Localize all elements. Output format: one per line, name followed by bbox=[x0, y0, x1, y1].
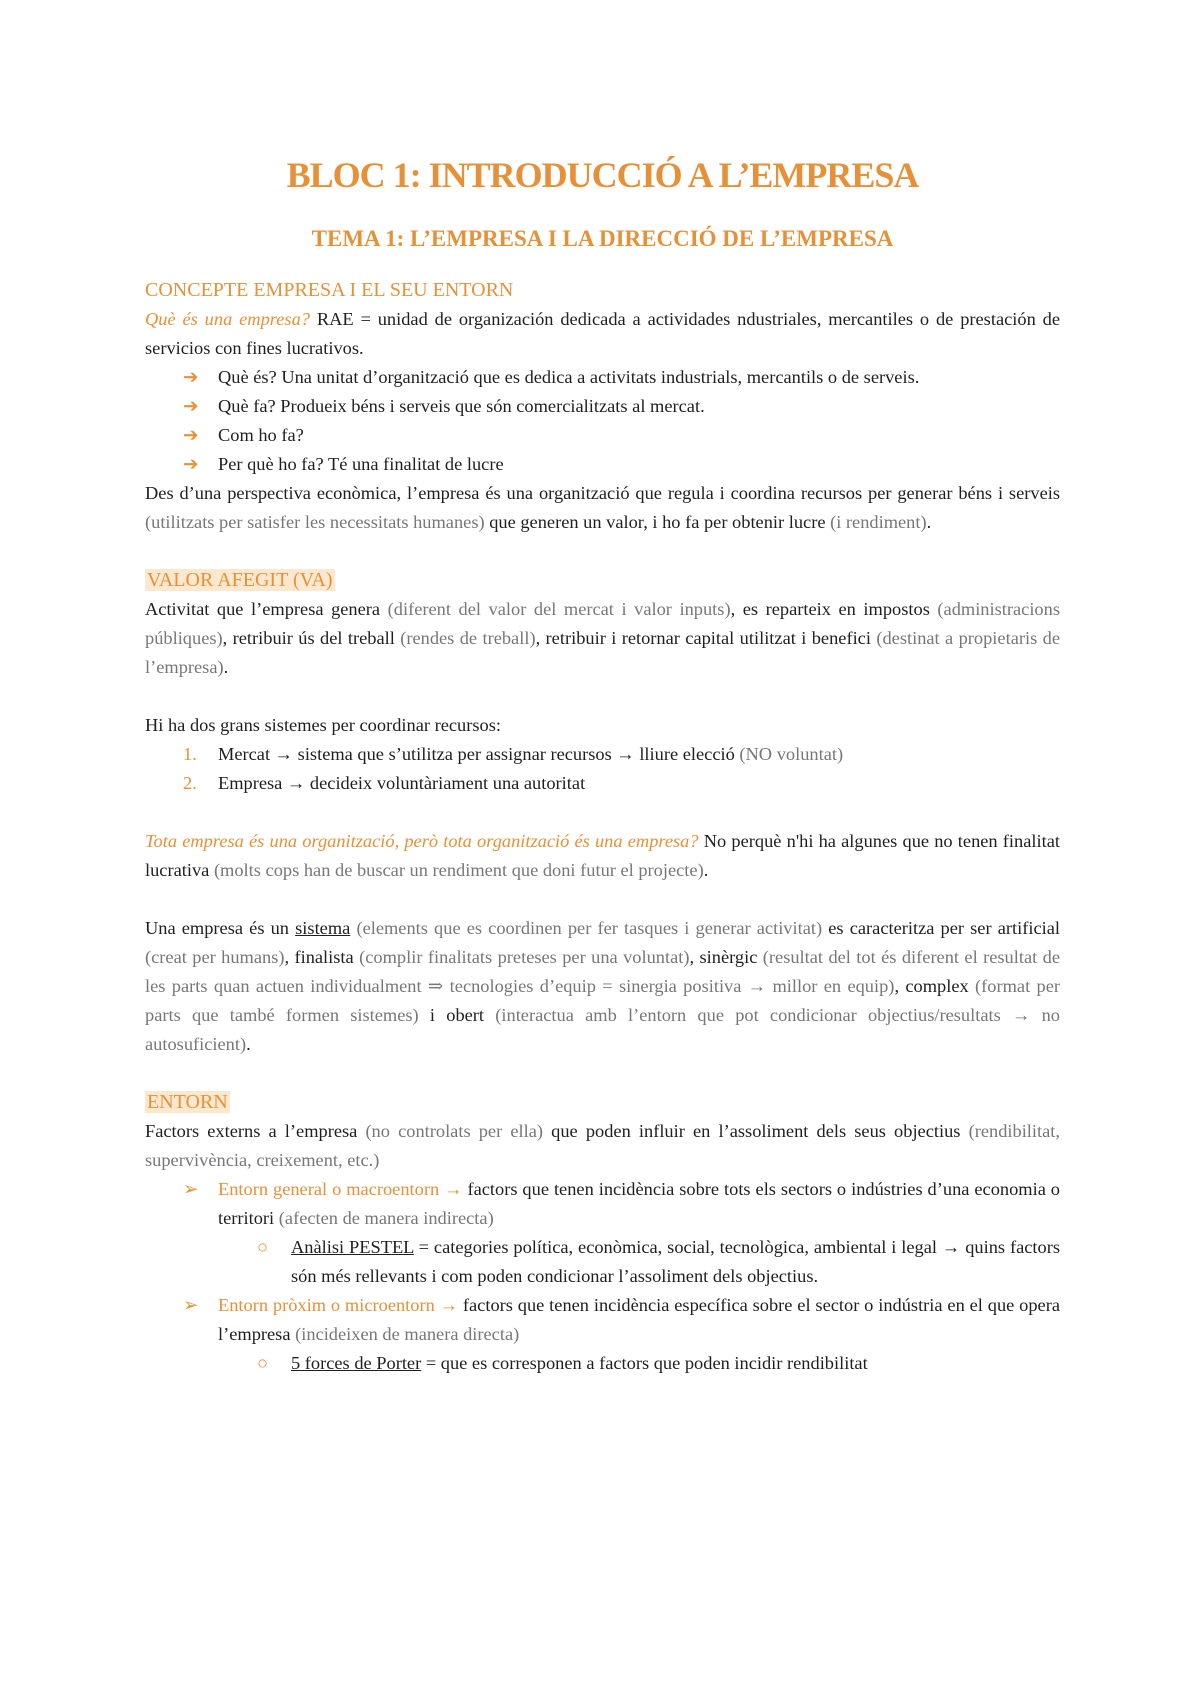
text-run-gray: (rendibilitat, supervivència, creixement, etc.) bbox=[145, 1121, 1061, 1170]
paragraph-organitzacio bbox=[145, 827, 1060, 885]
text-run-gray: (molts cops han de buscar un rendiment que doni futur el projecte) bbox=[213, 860, 704, 880]
paragraph-entorn bbox=[145, 1117, 1060, 1175]
list-number: 1. bbox=[183, 744, 197, 764]
text-run-gray: (i rendiment) bbox=[830, 512, 927, 532]
text-run: . bbox=[223, 657, 229, 677]
document-page bbox=[145, 150, 1060, 1378]
text-run-underlined: sistema bbox=[295, 918, 351, 938]
text-run-gray: (elements que es coordinen per fer tasques i generar activitat) bbox=[350, 918, 823, 938]
arrow-bullet-icon: ➔ bbox=[183, 454, 199, 474]
paragraph-sistema bbox=[145, 914, 1060, 1059]
list-item bbox=[145, 450, 1060, 479]
text-run: que generen un valor, i ho fa per obtenir lucre bbox=[484, 512, 831, 532]
text-run: = que es corresponen a factors que poden incidir rendibilitat bbox=[421, 1353, 868, 1373]
text-run-gray: (NO voluntat) bbox=[739, 744, 844, 764]
text-run-gray: (rendes de treball) bbox=[400, 628, 536, 648]
text-run-gray: (complir finalitats preteses per una voluntat) bbox=[359, 947, 690, 967]
arrow-bullet-icon: ➔ bbox=[183, 425, 199, 445]
text-run: . bbox=[246, 1034, 251, 1054]
list-item bbox=[145, 1349, 1060, 1378]
arrow-bullet-icon: ➔ bbox=[183, 367, 199, 387]
text-run-gray: (creat per humans) bbox=[145, 947, 285, 967]
text-run: Activitat que l’empresa genera bbox=[145, 599, 388, 619]
text-run: Des d’una perspectiva econòmica, l’empresa és una organització que regula i coordina recursos per generar béns i serveis bbox=[145, 483, 1060, 503]
section-heading-text: ENTORN bbox=[147, 1091, 228, 1113]
text-run: , complex bbox=[894, 976, 976, 996]
list-item bbox=[145, 1233, 1060, 1291]
text-run: . bbox=[703, 860, 709, 880]
text-run-gray: (afecten de manera indirecta) bbox=[278, 1208, 494, 1228]
text-run: , retribuir ús del treball bbox=[222, 628, 401, 648]
text-run-underlined: 5 forces de Porter bbox=[291, 1353, 422, 1373]
list-item bbox=[145, 1291, 1060, 1349]
circle-bullet-icon: ○ bbox=[257, 1237, 269, 1257]
question-text: Tota empresa és una organització, però tota organització és una empresa? bbox=[145, 831, 699, 851]
text-run: factors que tenen incidència específica sobre el sector o indústria en el que opera l’empresa bbox=[218, 1295, 1060, 1344]
paragraph-sistemes-intro: Hi ha dos grans sistemes per coordinar recursos: bbox=[145, 715, 501, 735]
document-title: BLOC 1: INTRODUCCIÓ A L’EMPRESA bbox=[286, 155, 919, 195]
question-text: Què és una empresa? bbox=[145, 309, 310, 329]
triangle-bullet-icon: ➢ bbox=[183, 1295, 199, 1315]
list-item-text: Per què ho fa? Té una finalitat de lucre bbox=[218, 454, 504, 474]
list-item bbox=[145, 1175, 1060, 1233]
list-item-text: Com ho fa? bbox=[218, 425, 304, 445]
text-run: Una empresa és un bbox=[145, 918, 296, 938]
list-item bbox=[145, 392, 1060, 421]
text-run: es caracteritza per ser artificial bbox=[822, 918, 1061, 938]
text-run: , retribuir i retornar capital utilitzat i benefici bbox=[535, 628, 877, 648]
text-run-orange: Entorn general o macroentorn → bbox=[218, 1179, 463, 1199]
text-run-gray: (destinat a propietaris de l’empresa) bbox=[145, 628, 1060, 677]
text-run: , finalista bbox=[284, 947, 360, 967]
section-heading-valor-afegit bbox=[145, 566, 1060, 595]
triangle-bullet-icon: ➢ bbox=[183, 1179, 199, 1199]
section-heading-entorn bbox=[145, 1088, 1060, 1117]
list-item bbox=[145, 363, 1060, 392]
text-run: No perquè n'hi ha algunes que no tenen finalitat lucrativa bbox=[145, 831, 1060, 880]
text-run: = categories política, econòmica, social, tecnològica, ambiental i legal → quins factors són més rellevants i com poden condicionar l’assoliment dels objectius. bbox=[291, 1237, 1061, 1286]
text-run: . bbox=[926, 512, 932, 532]
text-run-gray: (incideixen de manera directa) bbox=[295, 1324, 520, 1344]
text-run-orange: Entorn pròxim o microentorn → bbox=[218, 1295, 459, 1315]
text-run-gray: (no controlats per ella) bbox=[365, 1121, 544, 1141]
text-run-gray: (utilitzats per satisfer les necessitats humanes) bbox=[145, 512, 485, 532]
circle-bullet-icon: ○ bbox=[257, 1353, 269, 1373]
text-run-gray: (format per parts que també formen sistemes) bbox=[145, 976, 1060, 1025]
text-run: Factors externs a l’empresa bbox=[145, 1121, 366, 1141]
rae-definition: RAE = unidad de organización dedicada a actividades ndustriales, mercantiles o de prestación de servicios con fines lucrativos. bbox=[145, 309, 1060, 358]
list-item-text: Mercat → sistema que s’utilitza per assignar recursos → lliure elecció bbox=[218, 744, 740, 764]
text-run: , sinèrgic bbox=[689, 947, 763, 967]
arrow-bullet-icon: ➔ bbox=[183, 396, 199, 416]
text-run-gray: (resultat del tot és diferent el resultat de les parts quan actuen individualment ⇒ tecnologies d’equip = sinergia positiva → millor en equip) bbox=[145, 947, 1060, 996]
text-run: que poden influir en l’assoliment dels seus objectius bbox=[543, 1121, 969, 1141]
section-heading-text: VALOR AFEGIT (VA) bbox=[147, 569, 333, 591]
list-number: 2. bbox=[183, 773, 197, 793]
paragraph-valor-afegit bbox=[145, 595, 1060, 682]
paragraph-rae bbox=[145, 305, 1060, 363]
text-run-underlined: Anàlisi PESTEL bbox=[291, 1237, 414, 1257]
list-item-text: Què és? Una unitat d’organització que es dedica a activitats industrials, mercantils o de serveis. bbox=[218, 367, 920, 387]
list-item-text: Empresa → decideix voluntàriament una autoritat bbox=[218, 773, 586, 793]
text-run: i obert bbox=[418, 1005, 496, 1025]
text-run-gray: (interactua amb l’entorn que pot condicionar objectius/resultats → no autosuficient) bbox=[145, 1005, 1060, 1054]
text-run: , es reparteix en impostos bbox=[730, 599, 938, 619]
list-item bbox=[145, 740, 1060, 769]
text-run: factors que tenen incidència sobre tots els sectors o indústries d’una economia o territori bbox=[218, 1179, 1061, 1228]
section-heading-concepte: CONCEPTE EMPRESA I EL SEU ENTORN bbox=[145, 279, 514, 301]
list-item bbox=[145, 421, 1060, 450]
text-run-gray: (administracions públiques) bbox=[145, 599, 1060, 648]
list-item-text: Què fa? Produeix béns i serveis que són comercialitzats al mercat. bbox=[218, 396, 705, 416]
document-subtitle: TEMA 1: L’EMPRESA I LA DIRECCIÓ DE L’EMPRESA bbox=[311, 226, 894, 251]
list-item bbox=[145, 769, 1060, 798]
paragraph-perspectiva bbox=[145, 479, 1060, 537]
text-run-gray: (diferent del valor del mercat i valor inputs) bbox=[387, 599, 731, 619]
